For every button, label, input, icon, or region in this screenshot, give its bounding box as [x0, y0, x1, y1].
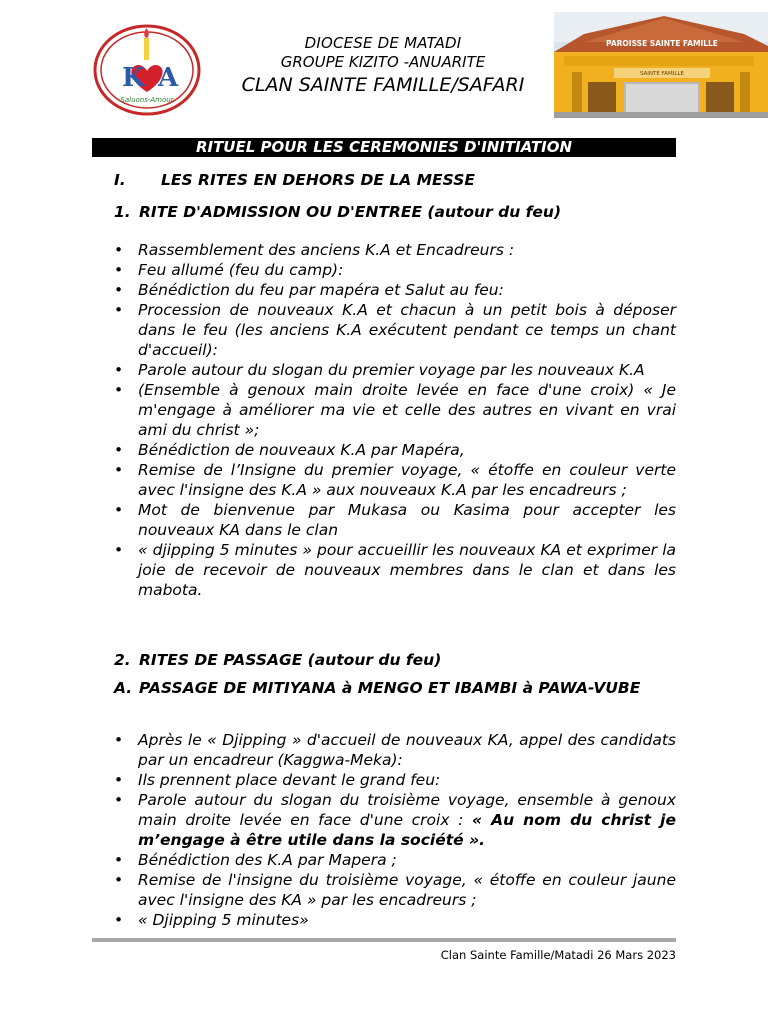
list-item: • Bénédiction de nouveaux K.A par Mapéra,	[114, 441, 465, 459]
bullet-icon: •	[114, 361, 124, 379]
svg-text:Saluons-Amour: Saluons-Amour	[120, 96, 174, 104]
bullet-icon: •	[114, 281, 124, 299]
diocese-line: DIOCESE DE MATADI	[304, 34, 462, 52]
admission-steps-list	[114, 240, 676, 600]
section-title: LES RITES EN DEHORS DE LA MESSE	[161, 171, 475, 189]
ka-logo	[88, 20, 206, 120]
list-item: • Rassemblement des anciens K.A et Encadreurs :	[114, 241, 515, 259]
svg-text:K: K	[122, 63, 145, 93]
list-item: • Parole autour du slogan du premier voyage par les nouveaux K.A	[114, 361, 645, 379]
document-title-banner: RITUEL POUR LES CEREMONIES D'INITIATION	[92, 138, 676, 157]
list-item: • « Djipping 5 minutes»	[114, 911, 309, 929]
list-item: • Bénédiction des K.A par Mapera ;	[114, 851, 397, 869]
bullet-icon: •	[114, 871, 124, 889]
bullet-icon: •	[114, 771, 124, 789]
rite-number: 2.	[114, 651, 131, 669]
list-item: • Feu allumé (feu du camp):	[114, 261, 344, 279]
list-item: • Remise de l’Insigne du premier voyage, « étoffe en couleur verte avec l'insigne des K.A » aux nouveaux K.A par les encadreurs ;	[114, 461, 676, 499]
list-item: • Parole autour du slogan du troisième voyage, ensemble à genoux main droite levée en face d'une croix : « Au nom du christ je m’engage à être utile dans la société ».	[114, 791, 676, 849]
organization-header	[210, 34, 556, 97]
bullet-icon: •	[114, 851, 124, 869]
bullet-icon: •	[114, 501, 124, 519]
list-item: • Mot de bienvenue par Mukasa ou Kasima pour accepter les nouveaux KA dans le clan	[114, 501, 676, 539]
bullet-icon: •	[114, 541, 124, 559]
passage-letter: A.	[114, 679, 133, 697]
footer-rule	[92, 938, 676, 942]
bullet-icon: •	[114, 441, 124, 459]
list-item: • Ils prennent place devant le grand feu:	[114, 771, 441, 789]
passage-steps-list	[114, 730, 676, 930]
svg-text:A: A	[158, 63, 179, 93]
bullet-icon: •	[114, 461, 124, 479]
rite-title: RITE D'ADMISSION OU D'ENTREE (autour du feu)	[139, 203, 562, 221]
list-item: • « djipping 5 minutes » pour accueillir les nouveaux KA et exprimer la joie de recevoir de nouveaux membres dans le clan et dans les mabota.	[114, 541, 676, 599]
list-item: • Après le « Djipping » d'accueil de nouveaux KA, appel des candidats par un encadreur (Kaggwa-Meka):	[114, 731, 676, 769]
bullet-icon: •	[114, 731, 124, 749]
rite-title: RITES DE PASSAGE (autour du feu)	[139, 651, 442, 669]
bullet-icon: •	[114, 241, 124, 259]
bullet-icon: •	[114, 381, 124, 399]
list-item: • Procession de nouveaux K.A et chacun à un petit bois à déposer dans le feu (les anciens K.A exécutent pendant ce temps un chant d'accueil):	[114, 301, 676, 359]
church-illustration	[554, 12, 768, 118]
list-item: • (Ensemble à genoux main droite levée en face d'une croix) « Je m'engage à améliorer ma vie et celle des autres en vivant en vrai ami du christ »;	[114, 381, 676, 439]
list-item: • Remise de l'insigne du troisième voyage, « étoffe en couleur jaune avec l'insigne des KA » par les encadreurs ;	[114, 871, 676, 909]
group-line: GROUPE KIZITO -ANUARITE	[280, 53, 486, 71]
bullet-icon: •	[114, 911, 124, 929]
bullet-icon: •	[114, 261, 124, 279]
svg-text:SAINTE FAMILLE: SAINTE FAMILLE	[639, 71, 685, 77]
passage-title: PASSAGE DE MITIYANA à MENGO ET IBAMBI à PAWA-VUBE	[139, 679, 641, 697]
church-photo	[554, 12, 768, 118]
section-number: I.	[114, 171, 126, 189]
svg-text:PAROISSE SAINTE FAMILLE: PAROISSE SAINTE FAMILLE	[606, 39, 718, 48]
bullet-icon: •	[114, 791, 124, 809]
pledge-bold: « Au nom du christ je m’engage à être utile dans la société ».	[138, 811, 676, 849]
list-item: • Bénédiction du feu par mapéra et Salut au feu:	[114, 281, 504, 299]
clan-line: CLAN SAINTE FAMILLE/SAFARI	[241, 74, 525, 96]
bullet-icon: •	[114, 301, 124, 319]
ka-logo-emblem	[88, 20, 206, 120]
rite-number: 1.	[114, 203, 131, 221]
footer-text: Clan Sainte Famille/Matadi 26 Mars 2023	[440, 948, 676, 962]
